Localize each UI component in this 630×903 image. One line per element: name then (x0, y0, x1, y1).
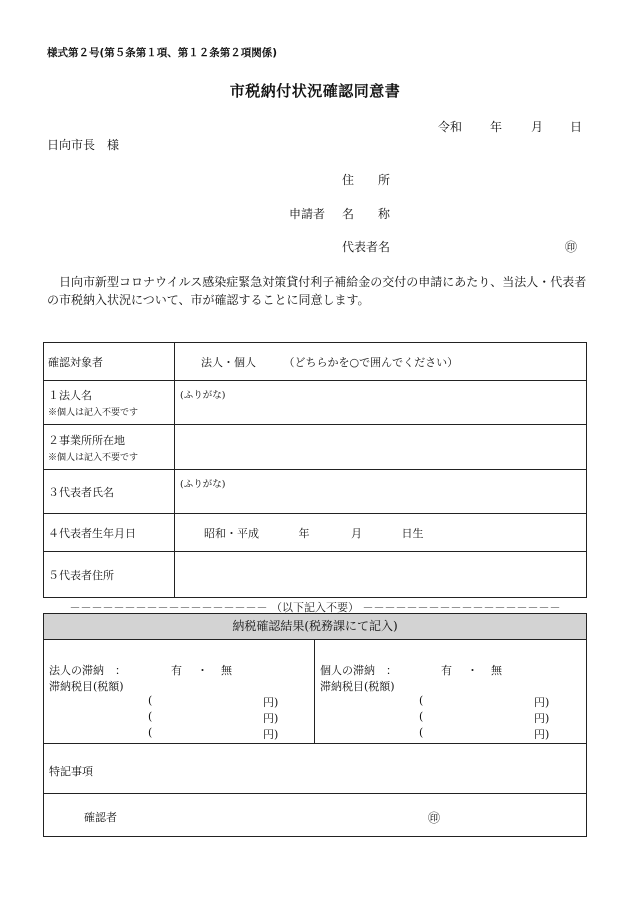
rep-name-label: ３代表者氏名 (44, 470, 175, 514)
birth-era: 昭和・平成 (204, 526, 259, 540)
representative-label: 代表者名 (342, 240, 391, 254)
rep-birth-field[interactable] (175, 514, 587, 552)
corp-amount-open-1: ( (148, 694, 153, 707)
target-note: （どちらかを○で囲んでください） (283, 355, 459, 369)
office-label-cell (44, 425, 175, 470)
cut-line-dashes-right: －－－－－－－－－－－－－－－－－－ (362, 601, 561, 614)
office-label: ２事業所所在地 (48, 433, 125, 447)
result-heading: 納税確認結果(税務課にて記入) (44, 614, 586, 640)
corp-yes[interactable]: 有 (171, 664, 182, 677)
confirmer-seal-mark: ㊞ (428, 811, 441, 825)
indiv-yes[interactable]: 有 (441, 664, 452, 677)
indiv-dot: ・ (467, 664, 478, 677)
date-day: 日 (570, 120, 583, 134)
indiv-amount-open-3: ( (419, 726, 424, 739)
divider-line (44, 793, 586, 794)
table-row (44, 470, 587, 514)
cut-line-label: （以下記入不要） (271, 601, 359, 614)
corp-amount-close-1: 円) (263, 696, 279, 709)
target-value[interactable] (175, 343, 587, 381)
indiv-delinquency-label: 個人の滞納 ： (320, 664, 397, 677)
birth-year: 年 (298, 526, 310, 540)
corp-name-note: ※個人は記入不要です (48, 408, 139, 418)
rep-name-field[interactable] (175, 470, 587, 514)
furigana-label: (ふりがな) (180, 479, 226, 490)
date-era: 令和 (438, 120, 463, 134)
rep-address-label: ５代表者住所 (44, 552, 175, 598)
column-divider (314, 640, 315, 743)
corp-no[interactable]: 無 (221, 664, 232, 677)
date-year: 年 (490, 120, 503, 134)
addressee: 日向市長 様 (47, 138, 120, 152)
applicant-info-table (43, 342, 587, 598)
indiv-amount-close-2: 円) (534, 712, 550, 725)
form-number: 様式第２号(第５条第１項、第１２条第２項関係) (47, 47, 278, 59)
rep-birth-label: ４代表者生年月日 (44, 514, 175, 552)
name-label: 名 称 (342, 207, 391, 221)
table-row (44, 425, 587, 470)
tax-result-box (43, 613, 587, 837)
furigana-label: (ふりがな) (180, 390, 226, 401)
indiv-amount-open-1: ( (419, 694, 424, 707)
indiv-amount-close-1: 円) (534, 696, 550, 709)
corp-amount-close-3: 円) (263, 728, 279, 741)
corp-name-label-cell (44, 381, 175, 425)
office-field[interactable] (175, 425, 587, 470)
confirmer-label: 確認者 (84, 811, 117, 824)
table-row (44, 343, 587, 381)
birth-month: 月 (351, 526, 362, 540)
table-row (44, 381, 587, 425)
table-row (44, 514, 587, 552)
office-note: ※個人は記入不要です (48, 452, 139, 463)
birth-day: 日生 (401, 526, 424, 540)
seal-mark: ㊞ (565, 240, 578, 254)
indiv-tax-item-label: 滞納税目(税額) (320, 680, 395, 693)
target-choice: 法人・個人 (201, 355, 256, 369)
rep-address-field[interactable] (175, 552, 587, 598)
document-title: 市税納付状況確認同意書 (229, 82, 401, 100)
remarks-label: 特記事項 (49, 765, 93, 778)
corp-delinquency-label: 法人の滞納 ： (49, 664, 126, 677)
date-month: 月 (531, 120, 544, 134)
corp-name-field[interactable] (175, 381, 587, 425)
indiv-amount-open-2: ( (419, 710, 424, 723)
corp-amount-open-2: ( (148, 710, 153, 723)
corp-amount-close-2: 円) (263, 712, 279, 725)
corp-dot: ・ (197, 664, 208, 677)
address-label: 住 所 (342, 173, 391, 187)
target-label: 確認対象者 (44, 343, 175, 381)
table-row (44, 552, 587, 598)
consent-statement: 日向市新型コロナウイルス感染症緊急対策貸付利子補給金の交付の申請にあたり、当法人・代表者の市税納入状況について、市が確認することに同意します。 (47, 275, 587, 307)
indiv-amount-close-3: 円) (534, 728, 550, 741)
applicant-label: 申請者 (289, 207, 326, 221)
corp-tax-item-label: 滞納税目(税額) (49, 680, 124, 693)
cut-line-dashes-left: －－－－－－－－－－－－－－－－－－ (69, 601, 268, 614)
corp-name-label: １法人名 (48, 389, 92, 402)
divider-line (44, 743, 586, 744)
indiv-no[interactable]: 無 (491, 664, 502, 677)
corp-amount-open-3: ( (148, 726, 153, 739)
